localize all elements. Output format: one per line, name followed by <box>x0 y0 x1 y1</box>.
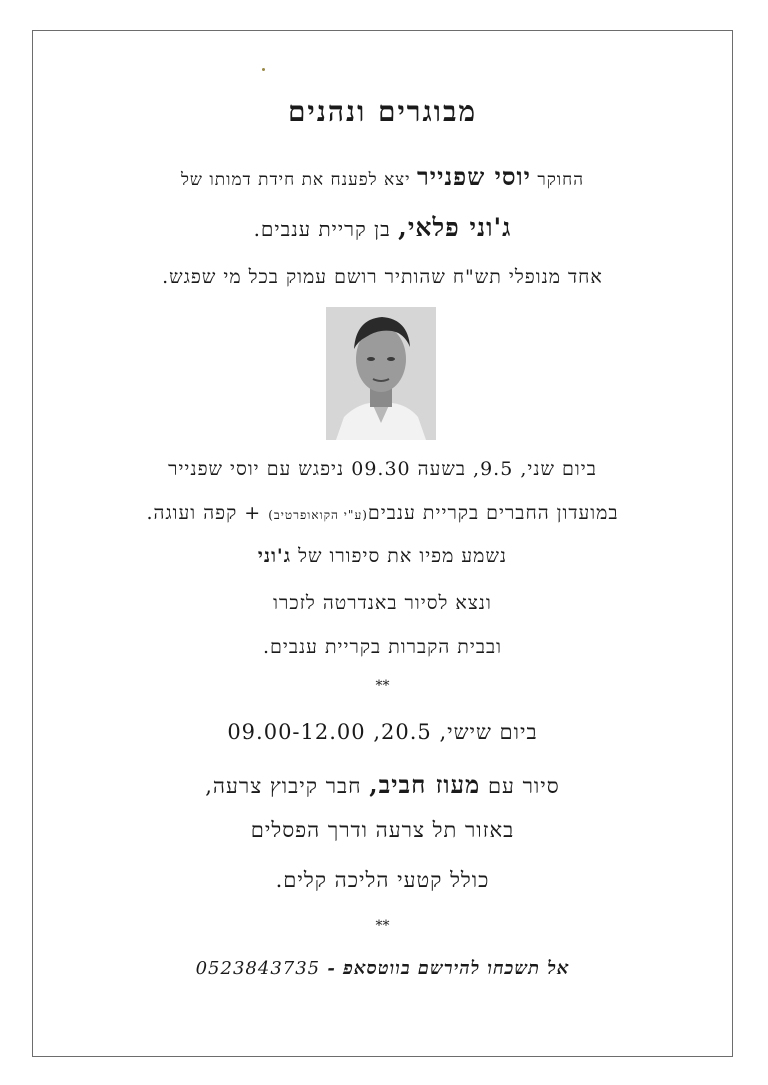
paper-speck <box>262 68 265 71</box>
intro-before: החוקר <box>537 170 584 190</box>
event1-cemetery-line: ובבית הקברות בקריית ענבים. <box>262 636 503 658</box>
footer-text: אל תשכחו להירשם בווטסאפ - <box>327 958 570 979</box>
subject-rest: בן קריית ענבים. <box>253 217 391 241</box>
separator: ** <box>375 918 390 934</box>
footer-registration-line <box>32 958 733 979</box>
event1-story-line <box>32 545 733 568</box>
intro-line <box>32 162 733 192</box>
page-title: מבוגרים ונהנים <box>287 95 478 128</box>
footer-phone[interactable]: 0523843735 <box>195 958 321 979</box>
event2-date-line: ביום שישי, 20.5, 09.00-12.00 <box>227 720 538 744</box>
portrait-image <box>326 307 436 440</box>
event2-area-line: באזור תל צרעה ודרך הפסלים <box>250 818 515 842</box>
description-line: אחד מנופלי תש"ח שהותיר רושם עמוק בכל מי שפגש. <box>162 266 603 288</box>
subject-name: ג'וני פלאי, <box>398 213 512 242</box>
event1-location: במועדון החברים בקריית ענבים <box>367 502 619 524</box>
separator: ** <box>375 678 390 694</box>
event2-guide-line <box>32 770 733 800</box>
event1-refreshments: + קפה ועוגה. <box>146 502 262 524</box>
event1-story-text: נשמע מפיו את סיפורו של <box>298 545 508 567</box>
event1-tour-line: ונצא לסיור באנדרטה לזכרו <box>273 592 492 614</box>
subject-line <box>32 213 733 243</box>
event1-story-name: ג'וני <box>257 545 292 567</box>
event1-location-line <box>32 502 733 525</box>
researcher-name: יוסי שפנייר <box>416 162 531 191</box>
event1-sponsor-note: (ע"י הקואופרטיב) <box>268 508 368 522</box>
portrait-photo <box>326 307 436 440</box>
event2-note-line: כולל קטעי הליכה קלים. <box>275 868 490 892</box>
intro-after: יצא לפענח את חידת דמותו של <box>180 170 411 190</box>
event1-date-line: ביום שני, 9.5, בשעה 09.30 ניפגש עם יוסי שפנייר <box>168 458 597 480</box>
event2-guide-affiliation: חבר קיבוץ צרעה, <box>205 774 362 798</box>
event2-guide-name: מעוז חביב, <box>369 770 481 799</box>
event2-guide-prefix: סיור עם <box>487 774 560 798</box>
